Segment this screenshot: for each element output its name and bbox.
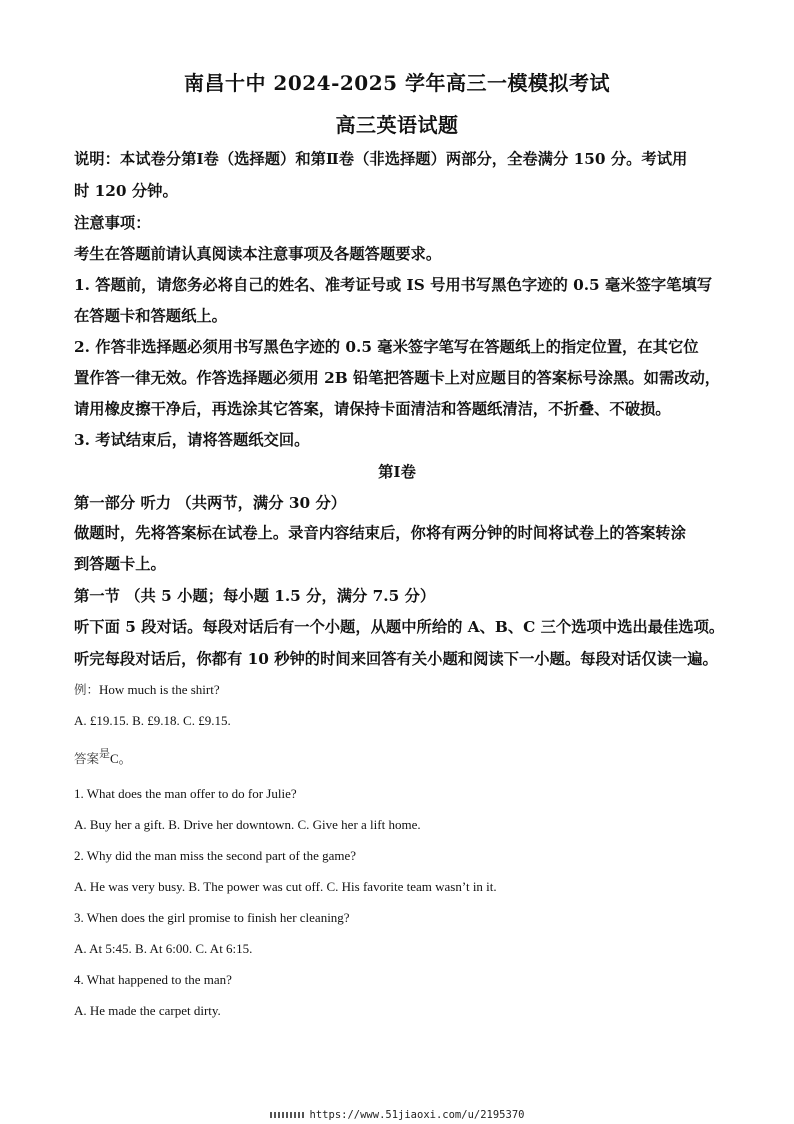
exam-title: 南昌十中 2024-2025 学年高三一模模拟考试: [183, 71, 611, 95]
question-1: 1. What does the man offer to do for Julie?: [74, 786, 297, 801]
part1-desc: 做题时，先将答案标在试卷上。录音内容结束后，你将有两分钟的时间将试卷上的答案转涂: [74, 524, 686, 542]
question-4-options: A. He made the carpet dirty.: [74, 1003, 221, 1018]
section1-desc-cont: 听完每段对话后，你都有 10 秒钟的时间来回答有关小题和阅读下一小题。每段对话仅读一遍。: [74, 650, 718, 668]
example-answer-prefix: 答案: [74, 751, 100, 766]
part1-heading: 第一部分 听力 （共两节，满分 30 分）: [74, 494, 347, 512]
example-answer: [74, 747, 724, 769]
watermark-logo-icon: [270, 1112, 304, 1118]
example-question-text: How much is the shirt?: [99, 682, 220, 697]
footer: [0, 1108, 794, 1122]
example-question: [74, 681, 724, 699]
question-3-options: A. At 5:45. B. At 6:00. C. At 6:15.: [74, 941, 253, 956]
notice-item-1: 1. 答题前，请您务必将自己的姓名、准考证号或 IS 号用书写黑色字迹的 0.5 毫米签字笔填写: [74, 276, 713, 294]
notice-item-2: 2. 作答非选择题必须用书写黑色字迹的 0.5 毫米签字笔写在答题纸上的指定位置，在其它位: [74, 338, 699, 356]
exam-subtitle: 高三英语试题: [335, 113, 459, 137]
section1-desc: 听下面 5 段对话。每段对话后有一个小题，从题中所给的 A、B、C 三个选项中选出最佳选项。: [74, 618, 725, 636]
notice-heading: 注意事项：: [74, 214, 151, 232]
question-2: 2. Why did the man miss the second part of the game?: [74, 848, 357, 863]
notice-intro: 考生在答题前请认真阅读本注意事项及各题答题要求。: [74, 245, 442, 263]
example-options: A. £19.15. B. £9.18. C. £9.15.: [74, 713, 231, 728]
question-4: 4. What happened to the man?: [74, 972, 232, 987]
notice-item-2-cont: 请用橡皮擦干净后，再选涂其它答案，请保持卡面清洁和答题纸清洁，不折叠、不破损。: [74, 400, 671, 418]
section1-heading: 第一节 （共 5 小题；每小题 1.5 分，满分 7.5 分）: [74, 587, 436, 605]
volume-heading: 第Ⅰ卷: [378, 463, 416, 481]
example-answer-sup: 是: [99, 747, 111, 760]
example-label: 例：: [74, 682, 100, 697]
question-3: 3. When does the girl promise to finish her cleaning?: [74, 910, 350, 925]
instructions-line: 时 120 分钟。: [74, 182, 178, 200]
part1-desc-cont: 到答题卡上。: [74, 555, 166, 573]
footer-url[interactable]: https://www.51jiaoxi.com/u/2195370: [309, 1109, 525, 1121]
notice-item-3: 3. 考试结束后，请将答题纸交回。: [74, 431, 310, 449]
question-1-options: A. Buy her a gift. B. Drive her downtown. C. Give her a lift home.: [74, 817, 421, 832]
example-answer-value: C。: [110, 751, 132, 766]
notice-item-1-cont: 在答题卡和答题纸上。: [74, 307, 227, 325]
question-2-options: A. He was very busy. B. The power was cut off. C. His favorite team wasn’t in it.: [74, 879, 497, 894]
instructions-line: 说明：本试卷分第Ⅰ卷（选择题）和第Ⅱ卷（非选择题）两部分，全卷满分 150 分。考试用: [74, 150, 688, 168]
notice-item-2-cont: 置作答一律无效。作答选择题必须用 2B 铅笔把答题卡上对应题目的答案标号涂黑。如需改动，: [74, 369, 721, 387]
